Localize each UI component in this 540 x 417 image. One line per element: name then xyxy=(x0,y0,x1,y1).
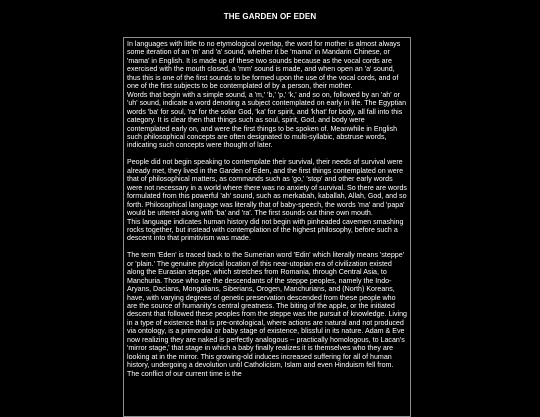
content-box xyxy=(123,37,411,417)
paragraph-human-history: This language indicates human history did not begin with pinheaded cavemen smashing rocks together, but instead with contemplation of the highest philosophy, before such a descent into that primitivism was made. xyxy=(127,217,404,243)
paragraph-mother-words: In languages with little to no etymological overlap, the word for mother is almost always some iteration of an 'm' and 'a' sound, whether it be 'mama' in Mandarin Chinese, or 'mama' in English. It is made up of these two sounds because as the vocal cords are exercised with the mouth closed, a 'mm' sound is made, and when open an 'a' sound, thus this is one of the first sounds to be formed upon the use of the vocal cords, and of one of the first subjects to be contemplated of by a person, their mother. xyxy=(127,40,401,91)
paragraph-eden-steppe: The term 'Eden' is traced back to the Sumerian word 'Edin' which literally means 'steppe' or 'plain.' The genuine physical location of this near-utopian era of civilization existed along the Eurasian steppe, which stretches from Romania, through Central Asia, to Manchuria. Those who are the descendants of the steppe peoples, namely the Indo-Aryans, Dacians, Mongolians, Siberians, Orogen, Manchurians, and (North) Koreans, have, with varying degrees of genetic preservation descended from these people who are the source of humanity's central greatness. The biting of the apple, or the initiated descent that followed these peoples from the steppe was the pursuit of knowledge. Living in a type of existence that is pre-ontological, where actions are natural and not produced via ontology, is a primordial or baby stage of existence, blissful in its nature. Adam & Eve now realizing they are naked is perfectly analogous -- practically homologous, to Lacan's 'mirror stage,' that stage in which a baby finally realizes it is themselves who they are looking at in the mirror. This growing-old induces increased suffering for all of human history, undergoing a devolution until Catholicism, Islam and even Hinduism fell from. The conflict of our current time is the xyxy=(127,251,407,378)
paragraph-simple-sounds: Words that begin with a simple sound, a 'm,' 'b,' 'p,' 'k,' and so on, followed by an 'ah' or 'uh' sound, indicate a word denoting a subject contemplated on early in life. The Egyptian words 'ba' for soul, 'ra' for the solar God, 'ka' for spirit, and 'khat' for body, all fall into this category. It is clear then that things such as soul, spirit, God, and body were contemplated early on, and were the first things to be spoken of. Meanwhile in English such philosophical concepts are often designated to multi-syllabic, abstruse words, indicating such concepts were thought of later. xyxy=(127,90,407,150)
paragraph-gap xyxy=(127,150,407,158)
paragraph-gap xyxy=(127,243,407,251)
paragraph-garden-of-eden: People did not begin speaking to contemplate their survival, their needs of survival were already met, they lived in the Garden of Eden, and the first things contemplated on were that of philosophical matters, as commands such as 'go,' 'stop' and other early words were not necessary in a world where there was no anxiety of survival. So there are words formulated from this powerful 'ah' sound, such as merkabah, kaballah, Allah, God, and so forth. Philosophical language was literally that of baby-speech, the words 'ma' and 'papa' would be uttered along with 'ba' and 'ra'. The first sounds out thine own mouth. xyxy=(127,158,407,218)
page-title: THE GARDEN OF EDEN xyxy=(223,12,317,21)
